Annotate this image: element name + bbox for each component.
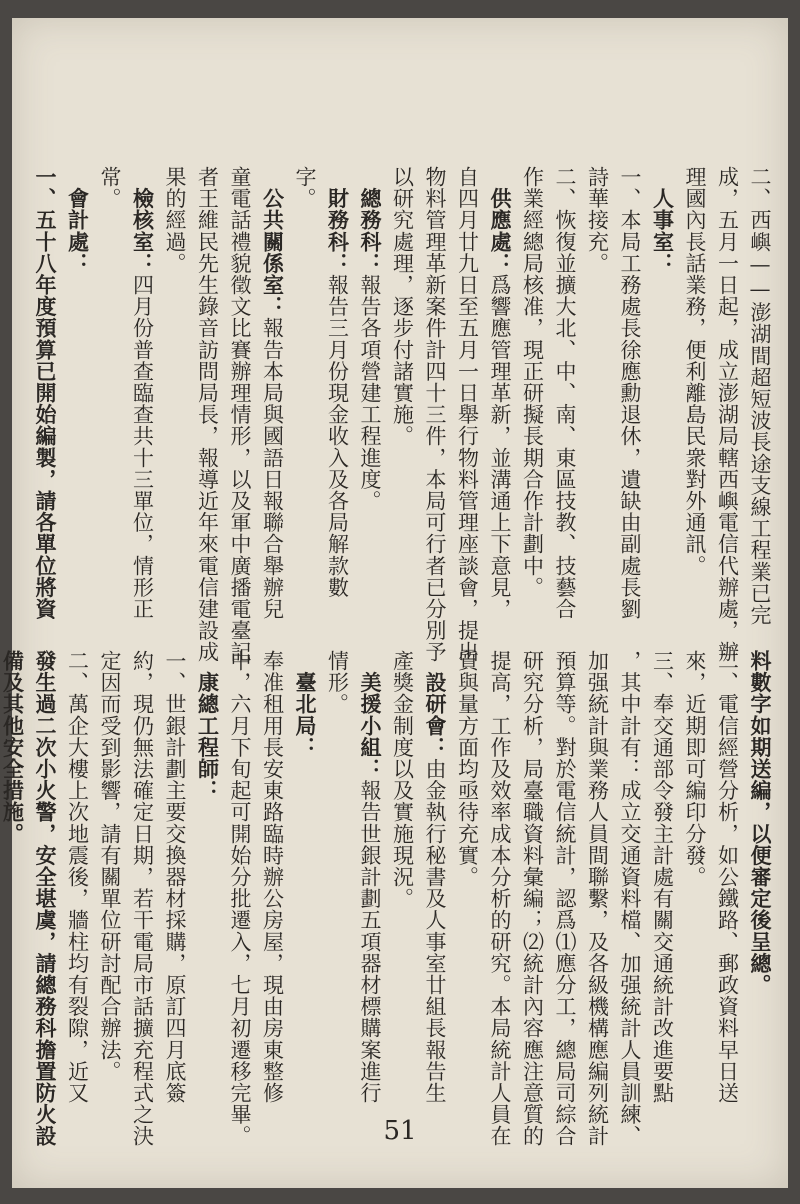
text-column — [744, 650, 777, 1082]
text-line: ，其中計有：成立交通資料檔、加强統計人員訓練、 — [618, 650, 642, 1147]
text-column — [451, 650, 484, 1082]
text-line: 果的經過。 — [163, 166, 187, 274]
text-column — [516, 650, 549, 1147]
section-heading: 美援小組： — [358, 671, 383, 780]
text-line: 報告本局與國語日報聯合舉辦兒 — [260, 317, 285, 620]
section-heading: 檢核室： — [130, 187, 156, 275]
text-column — [224, 166, 257, 663]
text-column — [321, 166, 354, 636]
text-line: 料數字如期送編，以便審定後呈總。 — [748, 650, 773, 996]
text-line: 報告世銀計劃五項器材標購案進行 — [358, 779, 382, 1104]
text-line: 二、西嶼——澎湖間超短波長途支線工程業已完 — [748, 166, 772, 626]
text-column — [484, 166, 517, 636]
text-column — [581, 650, 614, 1147]
text-line: 報告各項營建工程進度。 — [358, 274, 382, 512]
text-column — [29, 166, 62, 636]
text-line: 一、五十八年度預算已開始編製，請各單位將資 — [33, 166, 58, 620]
text-line: 成，五月一日起，成立澎湖局轄西嶼電信代辦處，辦 — [715, 166, 740, 663]
text-column — [419, 650, 452, 1104]
text-column — [711, 166, 744, 663]
text-line: 物料管理革新案件計四十三件，本局可行者已分別予 — [423, 166, 447, 663]
text-column — [386, 650, 419, 1082]
text-column — [94, 650, 127, 1082]
section-heading: 臺北局： — [293, 671, 318, 759]
text-line: 一、世銀計劃主要交換器材採購，原訂四月底簽 — [163, 650, 187, 1104]
text-column — [256, 650, 289, 1104]
text-line: 者王維民先生錄音訪問局長，報導近年來電信建設成 — [195, 166, 220, 663]
text-line: 發生過二次小火警，安全堪虞，請總務科擔置防火設 — [33, 650, 58, 1147]
text-column — [744, 166, 777, 636]
upper-text-block — [33, 166, 776, 663]
section-heading: 公共關係室： — [260, 187, 286, 318]
section-heading: 人事室： — [650, 187, 676, 275]
text-column — [289, 650, 322, 1082]
text-column — [126, 650, 159, 1147]
text-line: 字。 — [293, 166, 317, 210]
text-line: 三、奉交通部令發主計處有關交通統計改進要點 — [650, 650, 675, 1104]
text-line: 研究分析，局臺職資料彙編；⑵統計內容應注意質的 — [520, 650, 545, 1147]
text-column — [224, 650, 257, 1147]
text-line: 理國內長話業務，便利離島民衆對外通訊。 — [683, 166, 707, 577]
text-line: 作業經總局核准，現正研擬長期合作計劃中。 — [520, 166, 545, 598]
text-line: 提高，工作及效率成本分析的研究。本局統計人員在 — [488, 650, 512, 1147]
text-column — [191, 166, 224, 663]
text-column — [354, 650, 387, 1104]
text-column — [159, 166, 192, 636]
text-line: 由金執行秘書及人事室廿組長報告生 — [423, 758, 447, 1104]
text-column — [191, 650, 224, 1082]
text-line: 中，六月下旬起可開始分批遷入，七月初遷移完畢。 — [228, 650, 252, 1147]
text-line: 質與量方面均亟待充實。 — [455, 650, 480, 888]
text-line: 童電話禮貌徵文比賽辦理情形，以及軍中廣播電臺記 — [228, 166, 252, 663]
text-column — [126, 166, 159, 636]
text-column — [354, 166, 387, 636]
section-heading: 會計處： — [65, 187, 91, 275]
page-number: 51 — [383, 1116, 417, 1146]
text-column — [0, 650, 29, 1082]
text-line: 情形。 — [325, 650, 350, 715]
section-heading: 財務科： — [325, 187, 351, 275]
section-heading: 設研會： — [423, 671, 448, 759]
text-line: 約，現仍無法確定日期，若干電局市話擴充程式之決 — [130, 650, 155, 1147]
text-column — [549, 166, 582, 636]
text-column — [451, 166, 484, 663]
text-column — [61, 650, 94, 1104]
text-column — [581, 166, 614, 636]
text-line: 二、恢復並擴大北、中、南、東區技教、技藝合 — [553, 166, 577, 620]
text-line: 預算等。對於電信統計，認爲⑴應分工，總局司綜合 — [553, 650, 577, 1147]
text-column — [679, 166, 712, 636]
text-column — [646, 166, 679, 636]
text-line: 報告三月份現金收入及各局解款數 — [325, 274, 350, 599]
text-column — [94, 166, 127, 636]
text-line: 來，近期即可編印分發。 — [683, 650, 707, 888]
text-column — [679, 650, 712, 1082]
text-line: 奉准租用長安東路臨時辦公房屋，現由房東整修 — [260, 650, 285, 1104]
text-column — [29, 650, 62, 1147]
text-column — [289, 166, 322, 636]
text-line: 以研究處理，逐步付諸實施。 — [390, 166, 415, 447]
text-column — [711, 650, 744, 1104]
text-column — [61, 166, 94, 636]
text-column — [646, 650, 679, 1104]
text-column — [159, 650, 192, 1104]
text-column — [256, 166, 289, 636]
text-column — [614, 166, 647, 636]
text-line: 自四月廿九日至五月一日舉行物料管理座談會，提出 — [455, 166, 480, 663]
text-line: 產獎金制度以及實施現況。 — [390, 650, 415, 910]
text-line: 加强統計與業務人員間聯繫，及各級機構應編列統計 — [585, 650, 610, 1147]
section-heading: 供應處： — [488, 187, 513, 275]
text-line: 二、萬企大樓上次地震後，牆柱均有裂隙，近又 — [65, 650, 90, 1104]
text-line: 二、電信經營分析，如公鐵路、郵政資料早日送 — [715, 650, 740, 1104]
text-column — [484, 650, 517, 1147]
text-column — [614, 650, 647, 1147]
text-line: 詩華接充。 — [585, 166, 610, 274]
text-line: 四月份普查臨查共十三單位，情形正 — [130, 274, 155, 620]
text-column — [321, 650, 354, 1082]
text-line: 爲響應管理革新，並溝通上下意見， — [488, 274, 512, 620]
text-line: 定因而受到影響，請有關單位研討配合辦法。 — [98, 650, 122, 1082]
document-page — [0, 18, 788, 1188]
text-column — [419, 166, 452, 663]
section-heading: 康總工程師： — [195, 671, 221, 802]
section-heading: 總務科： — [358, 187, 383, 275]
text-column — [549, 650, 582, 1147]
text-column — [386, 166, 419, 636]
text-line: 一、本局工務處長徐應勳退休，遺缺由副處長劉 — [618, 166, 642, 620]
text-line: 常。 — [98, 166, 122, 210]
text-column — [516, 166, 549, 636]
text-line: 備及其他安全措施。 — [0, 650, 26, 845]
